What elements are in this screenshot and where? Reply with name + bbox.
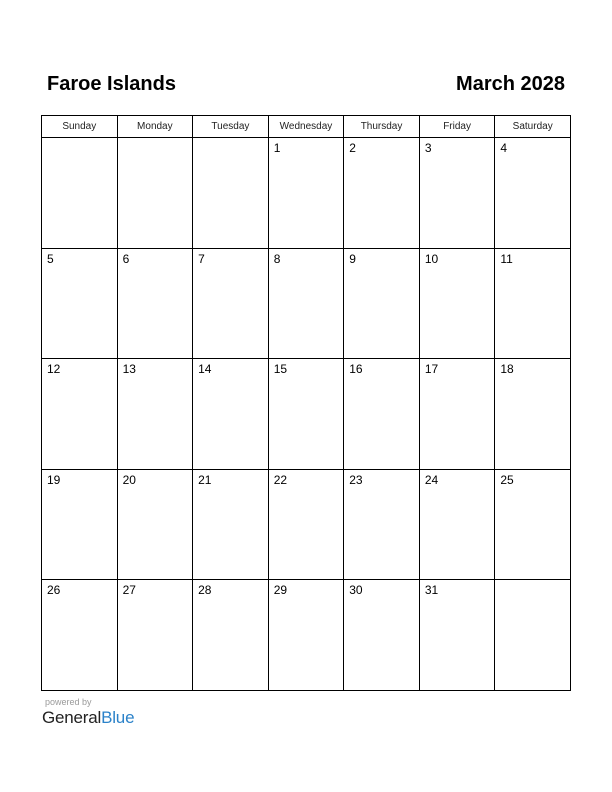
day-number: 29 <box>273 583 288 598</box>
weekday-sunday: Sunday <box>42 116 118 138</box>
day-cell <box>117 248 193 359</box>
day-cell <box>117 469 193 580</box>
day-number: 24 <box>424 472 439 487</box>
day-cell <box>42 138 118 249</box>
day-cell <box>42 248 118 359</box>
day-cell <box>193 469 269 580</box>
day-cell <box>419 580 495 691</box>
powered-by-label: powered by <box>45 697 92 707</box>
weekday-wednesday: Wednesday <box>268 116 344 138</box>
day-cell <box>495 138 571 249</box>
month-title: March 2028 <box>456 73 565 95</box>
day-cell <box>117 138 193 249</box>
day-number: 27 <box>122 583 136 598</box>
day-number: 9 <box>349 251 356 266</box>
day-cell <box>117 359 193 470</box>
day-cell <box>193 248 269 359</box>
day-number: 17 <box>424 362 439 377</box>
weekday-thursday: Thursday <box>344 116 420 138</box>
day-number: 4 <box>500 141 508 155</box>
day-cell <box>495 580 571 691</box>
day-cell <box>268 359 344 470</box>
footer-branding[interactable] <box>42 697 134 728</box>
week-row <box>42 138 571 249</box>
day-number: 2 <box>349 141 356 155</box>
weekday-monday: Monday <box>117 116 193 138</box>
day-number: 13 <box>122 362 136 377</box>
day-cell <box>268 138 344 249</box>
day-cell <box>193 138 269 249</box>
day-number: 3 <box>424 141 432 155</box>
day-number: 14 <box>198 362 212 377</box>
day-cell <box>495 469 571 580</box>
day-number: 26 <box>47 583 61 598</box>
week-row <box>42 359 571 470</box>
day-number: 31 <box>424 583 439 598</box>
day-cell <box>117 580 193 691</box>
weekday-saturday: Saturday <box>495 116 571 138</box>
week-row <box>42 469 571 580</box>
day-number: 15 <box>273 362 288 377</box>
day-number: 8 <box>273 251 281 266</box>
day-cell <box>42 580 118 691</box>
day-number: 22 <box>273 472 288 487</box>
brand-general-text: General <box>42 708 102 727</box>
day-cell <box>268 248 344 359</box>
day-number: 5 <box>47 251 54 266</box>
day-number: 21 <box>198 472 212 487</box>
day-cell <box>419 138 495 249</box>
day-cell <box>344 580 420 691</box>
day-number: 30 <box>349 583 363 598</box>
day-number: 16 <box>349 362 363 377</box>
weekday-friday: Friday <box>419 116 495 138</box>
week-row <box>42 248 571 359</box>
day-cell <box>193 580 269 691</box>
day-cell <box>42 359 118 470</box>
brand-blue-text: Blue <box>101 708 135 727</box>
generalblue-logo[interactable] <box>42 708 134 728</box>
day-number: 28 <box>198 583 212 598</box>
day-cell <box>193 359 269 470</box>
day-number: 19 <box>47 472 61 487</box>
day-cell <box>344 469 420 580</box>
day-number: 20 <box>122 472 136 487</box>
day-cell <box>268 580 344 691</box>
day-cell <box>344 138 420 249</box>
day-cell <box>419 248 495 359</box>
weekday-header-row <box>42 116 571 138</box>
day-cell <box>495 359 571 470</box>
day-number: 12 <box>47 362 61 377</box>
day-number: 25 <box>500 472 514 487</box>
day-number: 23 <box>349 472 363 487</box>
day-cell <box>42 469 118 580</box>
day-cell <box>344 359 420 470</box>
day-number: 18 <box>500 362 514 377</box>
day-cell <box>495 248 571 359</box>
calendar-grid <box>41 115 571 691</box>
day-number: 7 <box>198 251 205 266</box>
day-cell <box>419 469 495 580</box>
day-number: 6 <box>122 251 130 266</box>
day-number: 11 <box>500 251 513 266</box>
day-number: 1 <box>273 141 281 155</box>
weekday-tuesday: Tuesday <box>193 116 269 138</box>
day-cell <box>419 359 495 470</box>
day-cell <box>268 469 344 580</box>
country-title: Faroe Islands <box>47 73 176 95</box>
day-cell <box>344 248 420 359</box>
day-number: 10 <box>424 251 439 266</box>
week-row <box>42 580 571 691</box>
